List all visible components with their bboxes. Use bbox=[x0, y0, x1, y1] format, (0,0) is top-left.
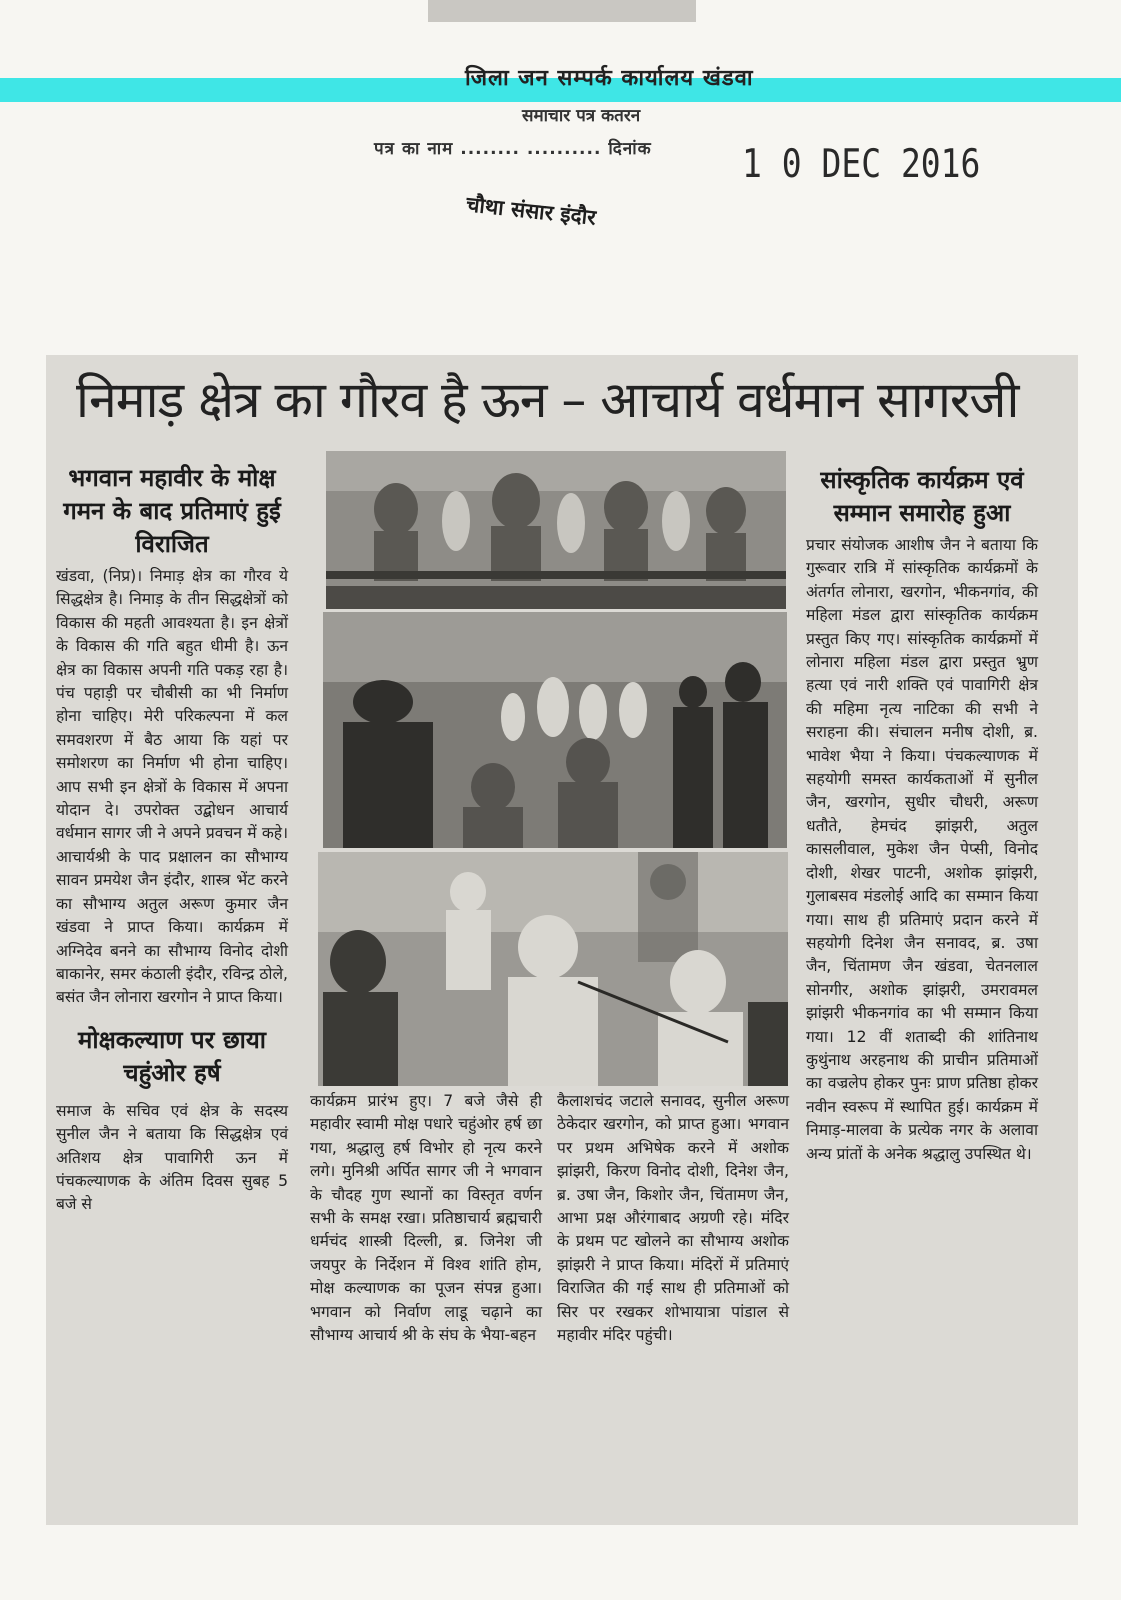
clipping-stamp: समाचार पत्र कतरन bbox=[522, 106, 641, 126]
idols-photo bbox=[326, 451, 786, 609]
article-column-3 bbox=[557, 1090, 789, 1347]
procession-photo bbox=[323, 612, 787, 848]
paragraph-3: कार्यक्रम प्रारंभ हुए। 7 बजे जैसे ही महावीर स्वामी मोक्ष पधारे चहुंओर हर्ष छा गया, श्रद्धालु हर्ष विभोर हो नृत्य करने लगे। मुनिश्री अर्पित सागर जी ने भगवान के चौदह गुण स्थानों का विस्तृत वर्णन सभी के समक्ष रखा। प्रतिष्ठाचार्य ब्रह्मचारी धर्मचंद शास्त्री दिल्ली, ब्र. जिनेश जी जयपुर के निर्देशन में विश्व शांति होम, मोक्ष कल्याणक का पूजन संपन्न हुआ। भगवान को निर्वाण लाडू चढ़ाने का सौभाग्य आचार्य श्री के संघ के भैया-बहन bbox=[310, 1092, 542, 1345]
subheadline-3: सांस्कृतिक कार्यक्रम एवं सम्मान समारोह हुआ bbox=[820, 466, 1024, 527]
article-column-2 bbox=[310, 1090, 542, 1347]
paragraph-4: कैलाशचंद जटाले सनावद, सुनील अरूण ठेकेदार खरगोन, को प्राप्त हुआ। भगवान पर प्रथम अभिषेक करने में अशोक झांझरी, किरण विनोद दोशी, दिनेश जैन, ब्र. उषा जैन, किशोर जैन, चिंतामण जैन, आभा प्रक्ष औरंगाबाद अग्रणी रहे। मंदिर के प्रथम पट खोलने का सौभाग्य अशोक झांझरी ने प्राप्त किया। मंदिरों में प्रतिमाएं विराजित की गई साथ ही प्रतिमाओं को सिर पर रखकर शोभायात्रा पांडाल से महावीर मंदिर पहुंची। bbox=[557, 1092, 789, 1345]
article-column-4 bbox=[806, 464, 1038, 1166]
subheadline-1: भगवान महावीर के मोक्ष गमन के बाद प्रतिमाएं हुई विराजित bbox=[63, 464, 281, 558]
paper-line-stamp: पत्र का नाम ........ .......... दिनांक bbox=[374, 139, 652, 159]
subheadline-2: मोक्षकल्याण पर छाया चहुंओर हर्ष bbox=[78, 1025, 266, 1087]
ceremony-photo bbox=[318, 852, 788, 1086]
paper-name-stamp: चौथा संसार इंदौर bbox=[465, 192, 598, 230]
paragraph-2: समाज के सचिव एवं क्षेत्र के सदस्य सुनील जैन ने बताया कि सिद्धक्षेत्र एवं अतिशय क्षेत्र पावागिरी ऊन में पंचकल्याणक के अंतिम दिवस सुबह 5 बजे से bbox=[56, 1101, 288, 1214]
paragraph-1: खंडवा, (निप्र)। निमाड़ क्षेत्र का गौरव ये सिद्धक्षेत्र है। निमाड़ के तीन सिद्धक्षेत्रों को विकास की महती आवश्यता है। इन क्षेत्रों के विकास की गति बहुत धीमी है। ऊन क्षेत्र का विकास अपनी गति पकड़ रहा है। पंच पहाड़ी पर चौबीसी का भी निर्माण होना चाहिए। मेरी परिकल्पना में कल समवशरण में बैठ आया कि यहां पर समोशरण का निर्माण भी होना चाहिए। आप सभी इन क्षेत्रों के विकास में अपना योदान दे। उपरोक्त उद्बोधन आचार्य वर्धमान सागर जी ने अपने प्रवचन में कहे। आचार्यश्री के पाद प्रक्षालन का सौभाग्य सावन प्रमयेश जैन इंदौर, शास्त्र भेंट करने का सौभाग्य अतुल अरूण कुमार जैन खंडवा ने प्राप्त किया। कार्यक्रम में अग्निदेव बनने का सौभाग्य विनोद दोशी बाकानेर, समर कंठाली इंदौर, रविन्द्र ठोले, बसंत जैन लोनारा खरगोन ने प्राप्त किया। bbox=[56, 567, 288, 1007]
office-stamp: जिला जन सम्पर्क कार्यालय खंडवा bbox=[465, 66, 754, 91]
scan-top-strip bbox=[428, 0, 696, 22]
article-column-1 bbox=[56, 462, 288, 1217]
article-headline: निमाड़ क्षेत्र का गौरव है ऊन – आचार्य वर्धमान सागरजी bbox=[76, 371, 1019, 429]
date-stamp: 1 0 DEC 2016 bbox=[742, 140, 981, 187]
paragraph-5: प्रचार संयोजक आशीष जैन ने बताया कि गुरूवार रात्रि में सांस्कृतिक कार्यक्रमों के अंतर्गत लोनारा, खरगोन, भीकनगांव, की महिला मंडल द्वारा सांस्कृतिक कार्यक्रम प्रस्तुत किए गए। सांस्कृतिक कार्यक्रमों में लोनारा महिला मंडल द्वारा प्रस्तुत भ्रुण हत्या एवं नारी शक्ति एवं पावागिरी क्षेत्र की महिमा नृत्य नाटिका की सभी ने सराहना की। संचालन मनीष दोशी, ब्र. भावेश भैया ने किया। पंचकल्याणक में सहयोगी समस्त कार्यकताओं में सुनील जैन, खरगोन, सुधीर चौधरी, अरूण धतौते, हेमचंद झांझरी, अतुल कासलीवाल, मुकेश जैन पेप्सी, विनोद दोशी, शेखर पाटनी, अशोक झांझरी, गुलाबसव मंडलोई आदि का सम्मान किया गया। साथ ही प्रतिमाएं प्रदान करने में सहयोगी दिनेश जैन सनावद, ब्र. उषा जैन, चिंतामण जैन खंडवा, चेतनलाल सोनगीर, अशोक झांझरी, उमरावमल झांझरी भीकनगांव का भी सम्मान किया गया। 12 वीं शताब्दी की शांतिनाथ कुथुंनाथ अरहनाथ की प्राचीन प्रतिमाओं का वज्रलेप होकर पुनः प्राण प्रतिष्ठा होकर नवीन स्वरूप में स्थापित हुई। कार्यक्रम में निमाड़-मालवा के प्रत्येक नगर के अलावा अन्य प्रांतों के अनेक श्रद्धालु उपस्थित थे। bbox=[806, 536, 1038, 1163]
